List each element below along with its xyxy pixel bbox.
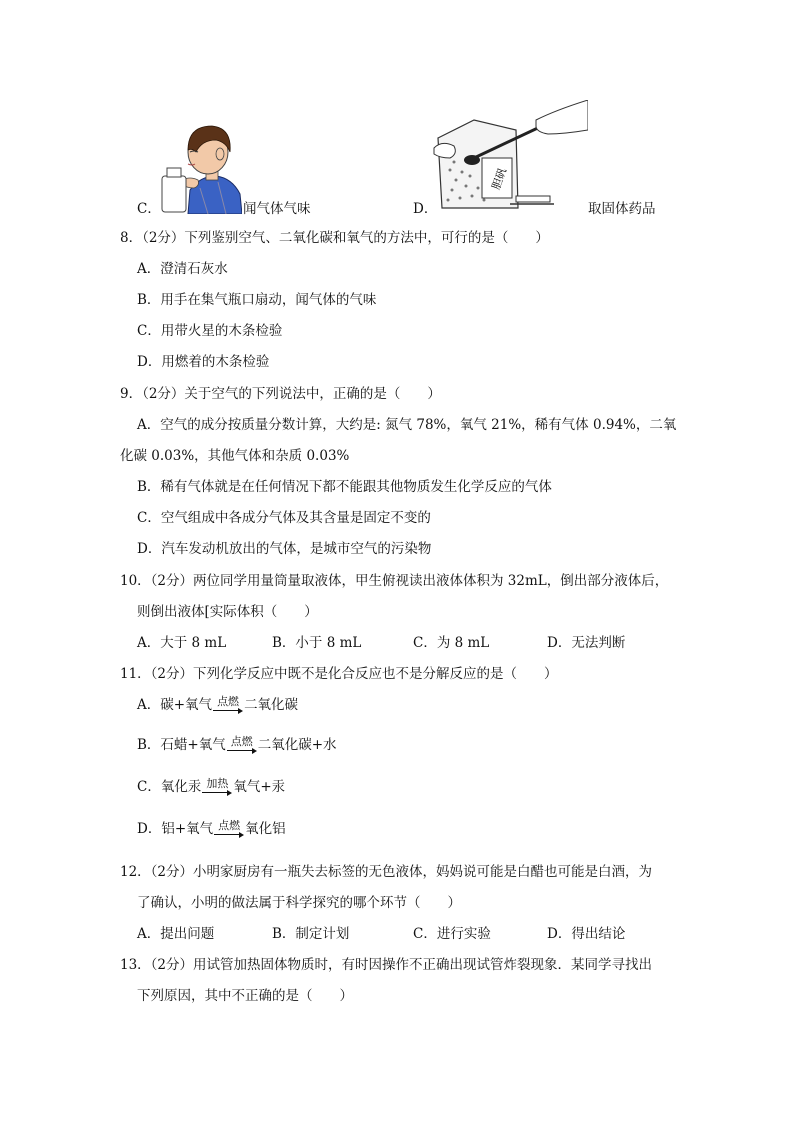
q12-option-d: D．得出结论	[547, 926, 626, 942]
figure-d-letter: D．	[413, 201, 438, 217]
question-10-stem-line1: 10．（2分）两位同学用量筒量取液体，甲生俯视读出液体体积为 32mL，倒出部分液体后，	[120, 573, 669, 589]
q9-option-c: C．空气组成中各成分气体及其含量是固定不变的	[137, 510, 431, 526]
question-13-stem-line2: 下列原因，其中不正确的是（ ）	[137, 988, 353, 1004]
reaction-right: 二氧化碳+水	[257, 737, 337, 753]
question-13-stem-line1: 13．（2分）用试管加热固体物质时，有时因操作不正确出现试管炸裂现象．某同学寻找出	[120, 957, 653, 973]
q8-option-c: C．用带火星的木条检验	[137, 323, 283, 339]
question-12-stem-line2: 了确认，小明的做法属于科学探究的哪个环节（ ）	[137, 895, 461, 911]
q9-option-d: D．汽车发动机放出的气体，是城市空气的污染物	[137, 541, 432, 557]
arrow-icon	[214, 832, 244, 838]
reaction-right: 氧气+汞	[233, 779, 286, 795]
arrow-icon	[213, 708, 243, 714]
q8-option-b: B．用手在集气瓶口扇动，闻气体的气味	[137, 292, 377, 308]
arrow-icon	[202, 790, 232, 796]
q12-option-c: C．进行实验	[413, 926, 491, 942]
figure-c-letter: C．	[137, 201, 161, 217]
q9-option-a-line2: 化碳 0.03%，其他气体和杂质 0.03%	[120, 448, 350, 464]
reaction-right: 二氧化碳	[244, 697, 299, 713]
q10-option-c: C．为 8 mL	[413, 635, 490, 651]
q9-option-a-line1: A．空气的成分按质量分数计算，大约是: 氮气 78%，氧气 21%，稀有气体 0.94%，二氧	[137, 417, 677, 433]
reaction-condition: 点燃	[230, 735, 253, 748]
reaction-arrow	[214, 820, 244, 838]
reaction-arrow	[202, 778, 232, 796]
q12-option-b: B．制定计划	[272, 926, 350, 942]
q11-option-a	[137, 696, 298, 714]
reaction-left: B．石蜡+氧气	[137, 737, 226, 753]
reaction-left: D．铝+氧气	[137, 821, 214, 837]
question-8-stem: 8．（2分）下列鉴别空气、二氧化碳和氧气的方法中，可行的是（ ）	[120, 230, 549, 246]
q11-option-d	[137, 820, 286, 838]
q8-option-a: A．澄清石灰水	[137, 261, 228, 277]
q10-option-b: B．小于 8 mL	[272, 635, 362, 651]
reaction-condition: 点燃	[217, 695, 240, 708]
figure-smell-gas	[160, 118, 242, 214]
q10-option-a: A．大于 8 mL	[137, 635, 227, 651]
reaction-right: 氧化铝	[245, 821, 286, 837]
q11-option-b	[137, 736, 337, 754]
q10-option-d: D．无法判断	[547, 635, 626, 651]
q8-option-d: D．用燃着的木条检验	[137, 354, 270, 370]
question-9-stem: 9．（2分）关于空气的下列说法中，正确的是（ ）	[120, 386, 441, 402]
q12-option-a: A．提出问题	[137, 926, 215, 942]
question-10-stem-line2: 则倒出液体[实际体积（ ）	[137, 604, 318, 620]
question-11-stem: 11．（2分）下列化学反应中既不是化合反应也不是分解反应的是（ ）	[120, 666, 558, 682]
figure-c-caption: 闻气体气味	[243, 201, 311, 217]
q11-option-c	[137, 778, 285, 796]
arrow-icon	[227, 748, 257, 754]
reaction-arrow	[213, 696, 243, 714]
question-12-stem-line1: 12．（2分）小明家厨房有一瓶失去标签的无色液体，妈妈说可能是白醋也可能是白酒，为	[120, 864, 653, 880]
q9-option-b: B．稀有气体就是在任何情况下都不能跟其他物质发生化学反应的气体	[137, 479, 552, 495]
reaction-arrow	[227, 736, 257, 754]
reaction-condition: 点燃	[218, 819, 241, 832]
reaction-left: A．碳+氧气	[137, 697, 213, 713]
reaction-left: C．氧化汞	[137, 779, 202, 795]
figure-d-caption: 取固体药品	[588, 201, 656, 217]
figure-take-solid	[432, 100, 588, 212]
reaction-condition: 加热	[206, 777, 229, 790]
bottle-label: 胆矾	[489, 166, 510, 192]
